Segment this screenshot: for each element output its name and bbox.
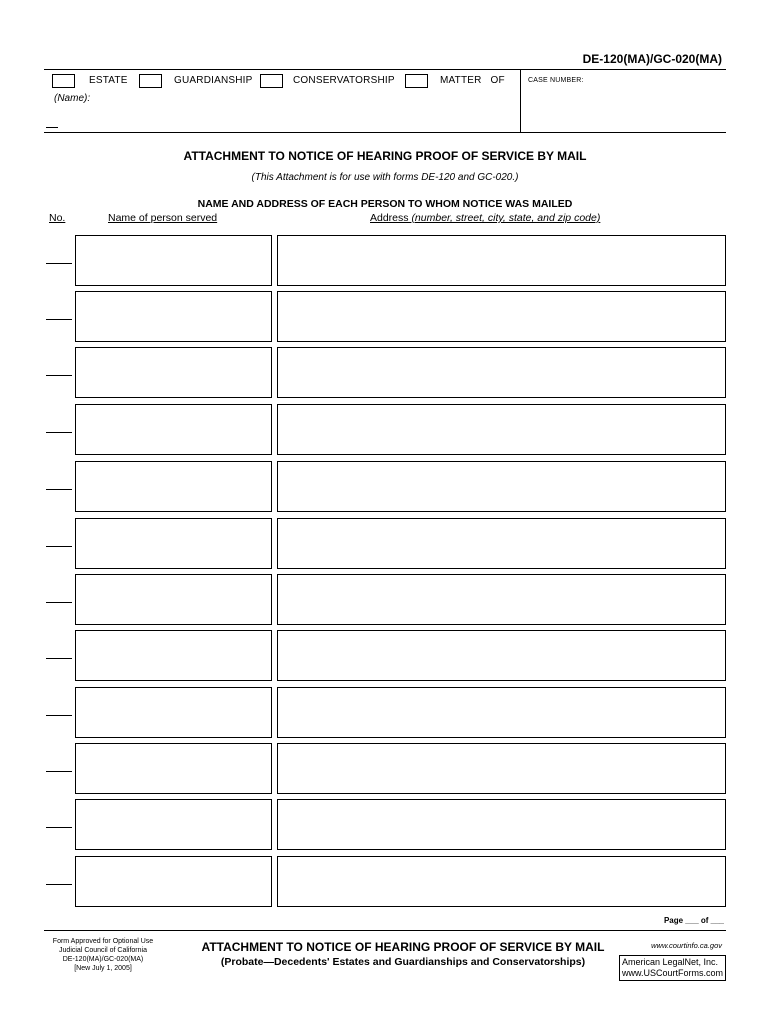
publisher-name: American LegalNet, Inc.	[621, 957, 719, 967]
row-number-field[interactable]	[46, 827, 72, 828]
column-header-no: No.	[49, 212, 66, 224]
row-number-field[interactable]	[46, 546, 72, 547]
page-indicator: Page ___ of ___	[663, 916, 724, 925]
case-caption	[44, 69, 726, 133]
person-name-field[interactable]	[75, 799, 272, 850]
person-name-field[interactable]	[75, 347, 272, 398]
address-field[interactable]	[277, 461, 726, 512]
address-field[interactable]	[277, 518, 726, 569]
row-number-field[interactable]	[46, 715, 72, 716]
footer-rule	[44, 930, 726, 931]
service-row	[44, 856, 726, 908]
row-number-field[interactable]	[46, 602, 72, 603]
publisher-box	[619, 955, 726, 981]
person-name-field[interactable]	[75, 856, 272, 907]
page-subtitle: (This Attachment is for use with forms DE-120 and GC-020.)	[251, 172, 519, 183]
person-name-field[interactable]	[75, 687, 272, 738]
row-number-field[interactable]	[46, 658, 72, 659]
address-field[interactable]	[277, 235, 726, 286]
service-row	[44, 461, 726, 513]
publisher-url: www.USCourtForms.com	[621, 968, 723, 978]
name-field[interactable]	[46, 127, 58, 128]
conservatorship-label: CONSERVATORSHIP	[293, 75, 395, 86]
row-number-field[interactable]	[46, 489, 72, 490]
guardianship-checkbox[interactable]	[139, 74, 162, 88]
column-header-address: Address (number, street, city, state, and zip code)	[370, 212, 601, 224]
person-name-field[interactable]	[75, 235, 272, 286]
person-name-field[interactable]	[75, 518, 272, 569]
row-number-field[interactable]	[46, 884, 72, 885]
estate-checkbox[interactable]	[52, 74, 75, 88]
caption-divider	[520, 70, 521, 132]
row-number-field[interactable]	[46, 375, 72, 376]
matter-of-label: MATTER OF	[440, 75, 505, 86]
address-field[interactable]	[277, 291, 726, 342]
form-number: DE-120(MA)/GC-020(MA)	[582, 52, 722, 66]
address-field[interactable]	[277, 404, 726, 455]
person-name-field[interactable]	[75, 743, 272, 794]
person-name-field[interactable]	[75, 630, 272, 681]
row-number-field[interactable]	[46, 771, 72, 772]
address-field[interactable]	[277, 743, 726, 794]
guardianship-label: GUARDIANSHIP	[174, 75, 253, 86]
name-label: (Name):	[54, 93, 91, 104]
address-field[interactable]	[277, 856, 726, 907]
service-row	[44, 518, 726, 570]
service-row	[44, 404, 726, 456]
service-row	[44, 347, 726, 399]
footer-approval-line: DE-120(MA)/GC-020(MA)	[62, 956, 144, 963]
address-field[interactable]	[277, 347, 726, 398]
person-name-field[interactable]	[75, 461, 272, 512]
footer-approval	[40, 937, 166, 973]
case-number-label: CASE NUMBER:	[528, 77, 584, 84]
address-field[interactable]	[277, 687, 726, 738]
footer-title: ATTACHMENT TO NOTICE OF HEARING PROOF OF SERVICE BY MAIL	[201, 940, 605, 954]
service-row	[44, 574, 726, 626]
conservatorship-checkbox[interactable]	[260, 74, 283, 88]
footer-approval-line: Judicial Council of California	[59, 947, 147, 954]
address-field[interactable]	[277, 630, 726, 681]
section-heading: NAME AND ADDRESS OF EACH PERSON TO WHOM NOTICE WAS MAILED	[197, 198, 573, 210]
footer-approval-line: [New July 1, 2005]	[74, 965, 132, 972]
service-row	[44, 235, 726, 287]
row-number-field[interactable]	[46, 263, 72, 264]
service-row	[44, 743, 726, 795]
footer-subtitle: (Probate—Decedents' Estates and Guardianships and Conservatorships)	[220, 956, 586, 968]
person-name-field[interactable]	[75, 291, 272, 342]
person-name-field[interactable]	[75, 574, 272, 625]
service-row	[44, 799, 726, 851]
footer-approval-line: Form Approved for Optional Use	[52, 938, 154, 945]
column-header-name: Name of person served	[108, 212, 218, 224]
service-row	[44, 687, 726, 739]
column-header-address-detail: (number, street, city, state, and zip code)	[411, 212, 601, 224]
service-row	[44, 291, 726, 343]
row-number-field[interactable]	[46, 319, 72, 320]
matter-of-checkbox[interactable]	[405, 74, 428, 88]
footer-website: www.courtinfo.ca.gov	[651, 941, 722, 950]
estate-label: ESTATE	[89, 75, 128, 86]
address-field[interactable]	[277, 574, 726, 625]
service-row	[44, 630, 726, 682]
page-title: ATTACHMENT TO NOTICE OF HEARING PROOF OF SERVICE BY MAIL	[183, 149, 587, 163]
address-field[interactable]	[277, 799, 726, 850]
row-number-field[interactable]	[46, 432, 72, 433]
person-name-field[interactable]	[75, 404, 272, 455]
